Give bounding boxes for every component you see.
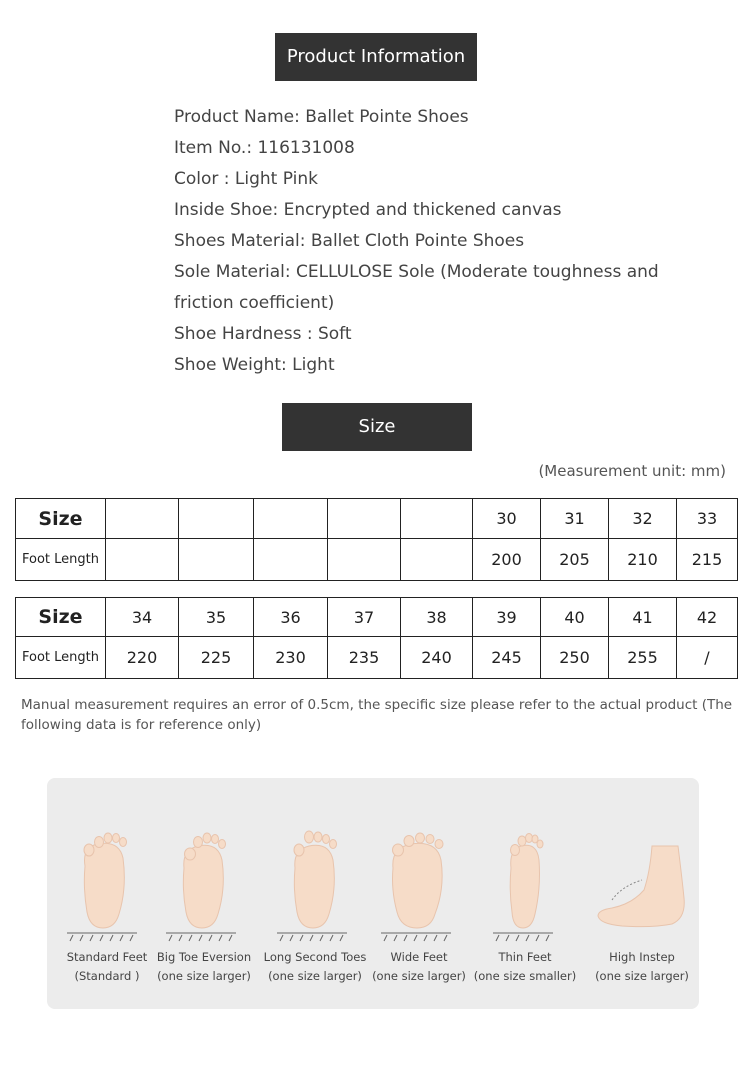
foot-type-name: Standard Feet — [66, 950, 148, 964]
product-information-banner: Product Information — [275, 33, 477, 81]
foot-type-high-instep — [582, 778, 702, 1009]
length-cell: 210 — [609, 539, 677, 581]
size-cell: 32 — [609, 499, 677, 539]
foot-type-name: High Instep — [609, 950, 675, 964]
shoe-hardness: Shoe Hardness : Soft — [174, 324, 352, 344]
foot-type-advice: (one size larger) — [157, 969, 251, 983]
big-toe-eversion-foot-icon — [154, 828, 254, 943]
length-cell: 225 — [179, 637, 254, 679]
foot-length-row-label: Foot Length — [16, 539, 106, 581]
foot-type-advice: (one size larger) — [372, 969, 466, 983]
sole-material-line1: Sole Material: CELLULOSE Sole (Moderate toughness and — [174, 262, 659, 282]
foot-length-row — [16, 637, 738, 679]
foot-type-wide-feet — [359, 778, 479, 1009]
size-cell — [254, 499, 328, 539]
product-info-list — [174, 102, 694, 381]
length-cell: 215 — [677, 539, 738, 581]
size-cell: 30 — [473, 499, 541, 539]
size-cell: 41 — [609, 598, 677, 637]
size-row — [16, 499, 738, 539]
item-number: Item No.: 116131008 — [174, 138, 355, 158]
length-cell: 255 — [609, 637, 677, 679]
foot-type-thin-feet — [465, 778, 585, 1009]
length-cell: 245 — [473, 637, 541, 679]
foot-type-big-toe-eversion — [144, 778, 264, 1009]
standard-foot-icon — [57, 828, 157, 943]
foot-type-advice: (one size larger) — [268, 969, 362, 983]
foot-types-panel — [47, 778, 699, 1009]
foot-type-name: Wide Feet — [390, 950, 448, 964]
foot-type-long-second-toes — [255, 778, 375, 1009]
size-cell: 35 — [179, 598, 254, 637]
length-cell — [254, 539, 328, 581]
inside-shoe: Inside Shoe: Encrypted and thickened canvas — [174, 200, 562, 220]
foot-type-advice: (one size larger) — [595, 969, 689, 983]
size-cell — [106, 499, 179, 539]
foot-type-advice: (Standard ) — [74, 969, 140, 983]
length-cell — [328, 539, 401, 581]
length-cell — [179, 539, 254, 581]
size-row — [16, 598, 738, 637]
length-cell — [106, 539, 179, 581]
thin-feet-foot-icon — [475, 828, 575, 943]
size-cell: 34 — [106, 598, 179, 637]
length-cell — [401, 539, 473, 581]
foot-type-name: Thin Feet — [498, 950, 552, 964]
foot-length-row — [16, 539, 738, 581]
length-cell: 240 — [401, 637, 473, 679]
length-cell: 250 — [541, 637, 609, 679]
size-cell: 42 — [677, 598, 738, 637]
length-cell: 205 — [541, 539, 609, 581]
size-cell — [328, 499, 401, 539]
size-row-label: Size — [16, 499, 106, 539]
size-cell: 40 — [541, 598, 609, 637]
foot-type-advice: (one size smaller) — [473, 969, 577, 983]
foot-length-row-label: Foot Length — [16, 637, 106, 679]
size-cell: 33 — [677, 499, 738, 539]
high-instep-foot-icon — [592, 828, 692, 943]
length-cell: 235 — [328, 637, 401, 679]
size-row-label: Size — [16, 598, 106, 637]
size-table-2 — [15, 597, 738, 679]
long-second-toes-foot-icon — [265, 828, 365, 943]
size-cell — [401, 499, 473, 539]
length-cell: 230 — [254, 637, 328, 679]
sole-material-line2: friction coefficient) — [174, 293, 335, 313]
shoes-material: Shoes Material: Ballet Cloth Pointe Shoes — [174, 231, 525, 251]
measurement-unit: (Measurement unit: mm) — [538, 462, 726, 480]
size-cell — [179, 499, 254, 539]
shoe-weight: Shoe Weight: Light — [174, 355, 335, 375]
wide-feet-foot-icon — [369, 828, 469, 943]
size-banner: Size — [282, 403, 472, 451]
length-cell: 200 — [473, 539, 541, 581]
measurement-note: Manual measurement requires an error of 0.5cm, the specific size please refer to the actual product (The following data is for reference only) — [21, 697, 733, 733]
size-table-1 — [15, 498, 738, 581]
length-cell: 220 — [106, 637, 179, 679]
size-cell: 39 — [473, 598, 541, 637]
size-cell: 37 — [328, 598, 401, 637]
foot-type-name: Long Second Toes — [263, 950, 367, 964]
product-color: Color : Light Pink — [174, 169, 318, 189]
size-cell: 36 — [254, 598, 328, 637]
size-cell: 38 — [401, 598, 473, 637]
size-cell: 31 — [541, 499, 609, 539]
product-name: Product Name: Ballet Pointe Shoes — [174, 107, 469, 127]
length-cell: / — [677, 637, 738, 679]
foot-type-name: Big Toe Eversion — [156, 950, 252, 964]
